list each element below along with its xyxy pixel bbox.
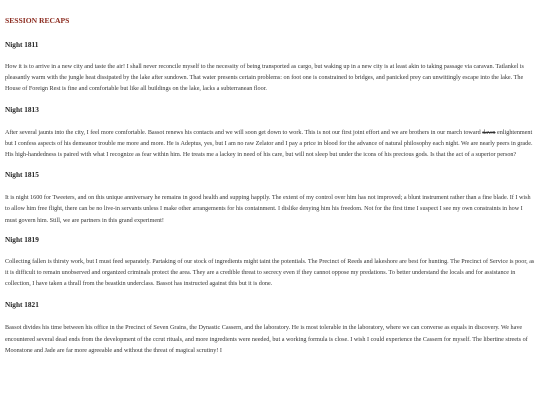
entry-text-part: After several jaunts into the city, I feel more comfortable. Bassot renews his contacts and we will soon get down to work. This is not our first joint effort and we are brothers in our march toward: [5, 129, 483, 136]
entry-text-1821: Bassot divides his time between his office in the Precinct of Seven Grains, the Dynastic Cassern, and the laboratory. He is most tolerable in the laboratory, where we can converse as equals in discovery. We have encountered several dead ends from the development of the ccrut rituals, and more ingredients were needed, but a working formula is close. I wish I could experience the Cassern for myself. The libertine streets of Moonstone and Jade are far more agreeable and without the threat of magical scrutiny! I: [5, 325, 528, 354]
entry-text-part: enlightenment but I confess aspects of his demeanor trouble me more and more. He is Adeptus, yes, but I am no raw Zelator and I pay a price in blood for the advance of natural philosophy each night. We are nearly peers in grade. His high-handedness is paired with what I recognize as fear within him. He treats me a lackey in need of his care, but will not sleep but under the icons of his precious gods. Is that the act of a superior person?: [5, 129, 533, 159]
entry-heading-1811: Night 1811: [5, 40, 39, 49]
entry-text-1815: It is night 1600 for Tweeters, and on this unique anniversary he remains in good health and supping happily. The extent of my control over him has not improved; a blunt instrument rather than a fine blade. If I wish to allow him free flight, there can be no live-in servants unless I make other arrangements for his containment. I dislike denying him his freedom. Not for the first time I suspect I see my own constraints in how I must govern him. Still, we are partners in this grand experiment!: [5, 195, 531, 224]
entry-text-1813: [5, 128, 535, 162]
entry-text-1811: How it is to arrive in a new city and taste the air! I shall never reconcile myself to the necessity of being transported as cargo, but waking up in a new city is at least akin to taking passage via caravan. Tatlankel is pleasantly warm with the jungle heat dissipated by the lake after sundown. That water presents certain problems: on foot one is constrained to bridges, and panicked prey can unwittingly escape into the lake. The House of Foreign Rest is fine and comfortable but like all buildings on the lake, lacks a subterranean floor.: [5, 64, 524, 93]
struck-word: dawn: [482, 129, 496, 136]
entry-heading-1819: Night 1819: [5, 234, 39, 244]
entry-heading-1821: Night 1821: [5, 300, 39, 310]
entry-heading-1813: Night 1813: [5, 104, 39, 114]
document-page: [5, 0, 535, 357]
entry-heading-1815: Night 1815: [5, 170, 39, 180]
entry-text-1819: Collecting fallen is thirsty work, but I must feed separately. Partaking of our stock of ingredients might taint the potentials. The Precinct of Reeds and lakeshore are best for hunting. The Precinct of Service is poor, as it is difficult to remain unobserved and organized criminals protect the area. They are a credible threat to secrecy even if they cannot oppose my predations. To better understand the locals and for assistance in collection, I have taken a thrall from the beastkin underclass. Bassot has instructed against this but it is done.: [5, 258, 535, 288]
section-title: SESSION RECAPS: [5, 16, 70, 25]
